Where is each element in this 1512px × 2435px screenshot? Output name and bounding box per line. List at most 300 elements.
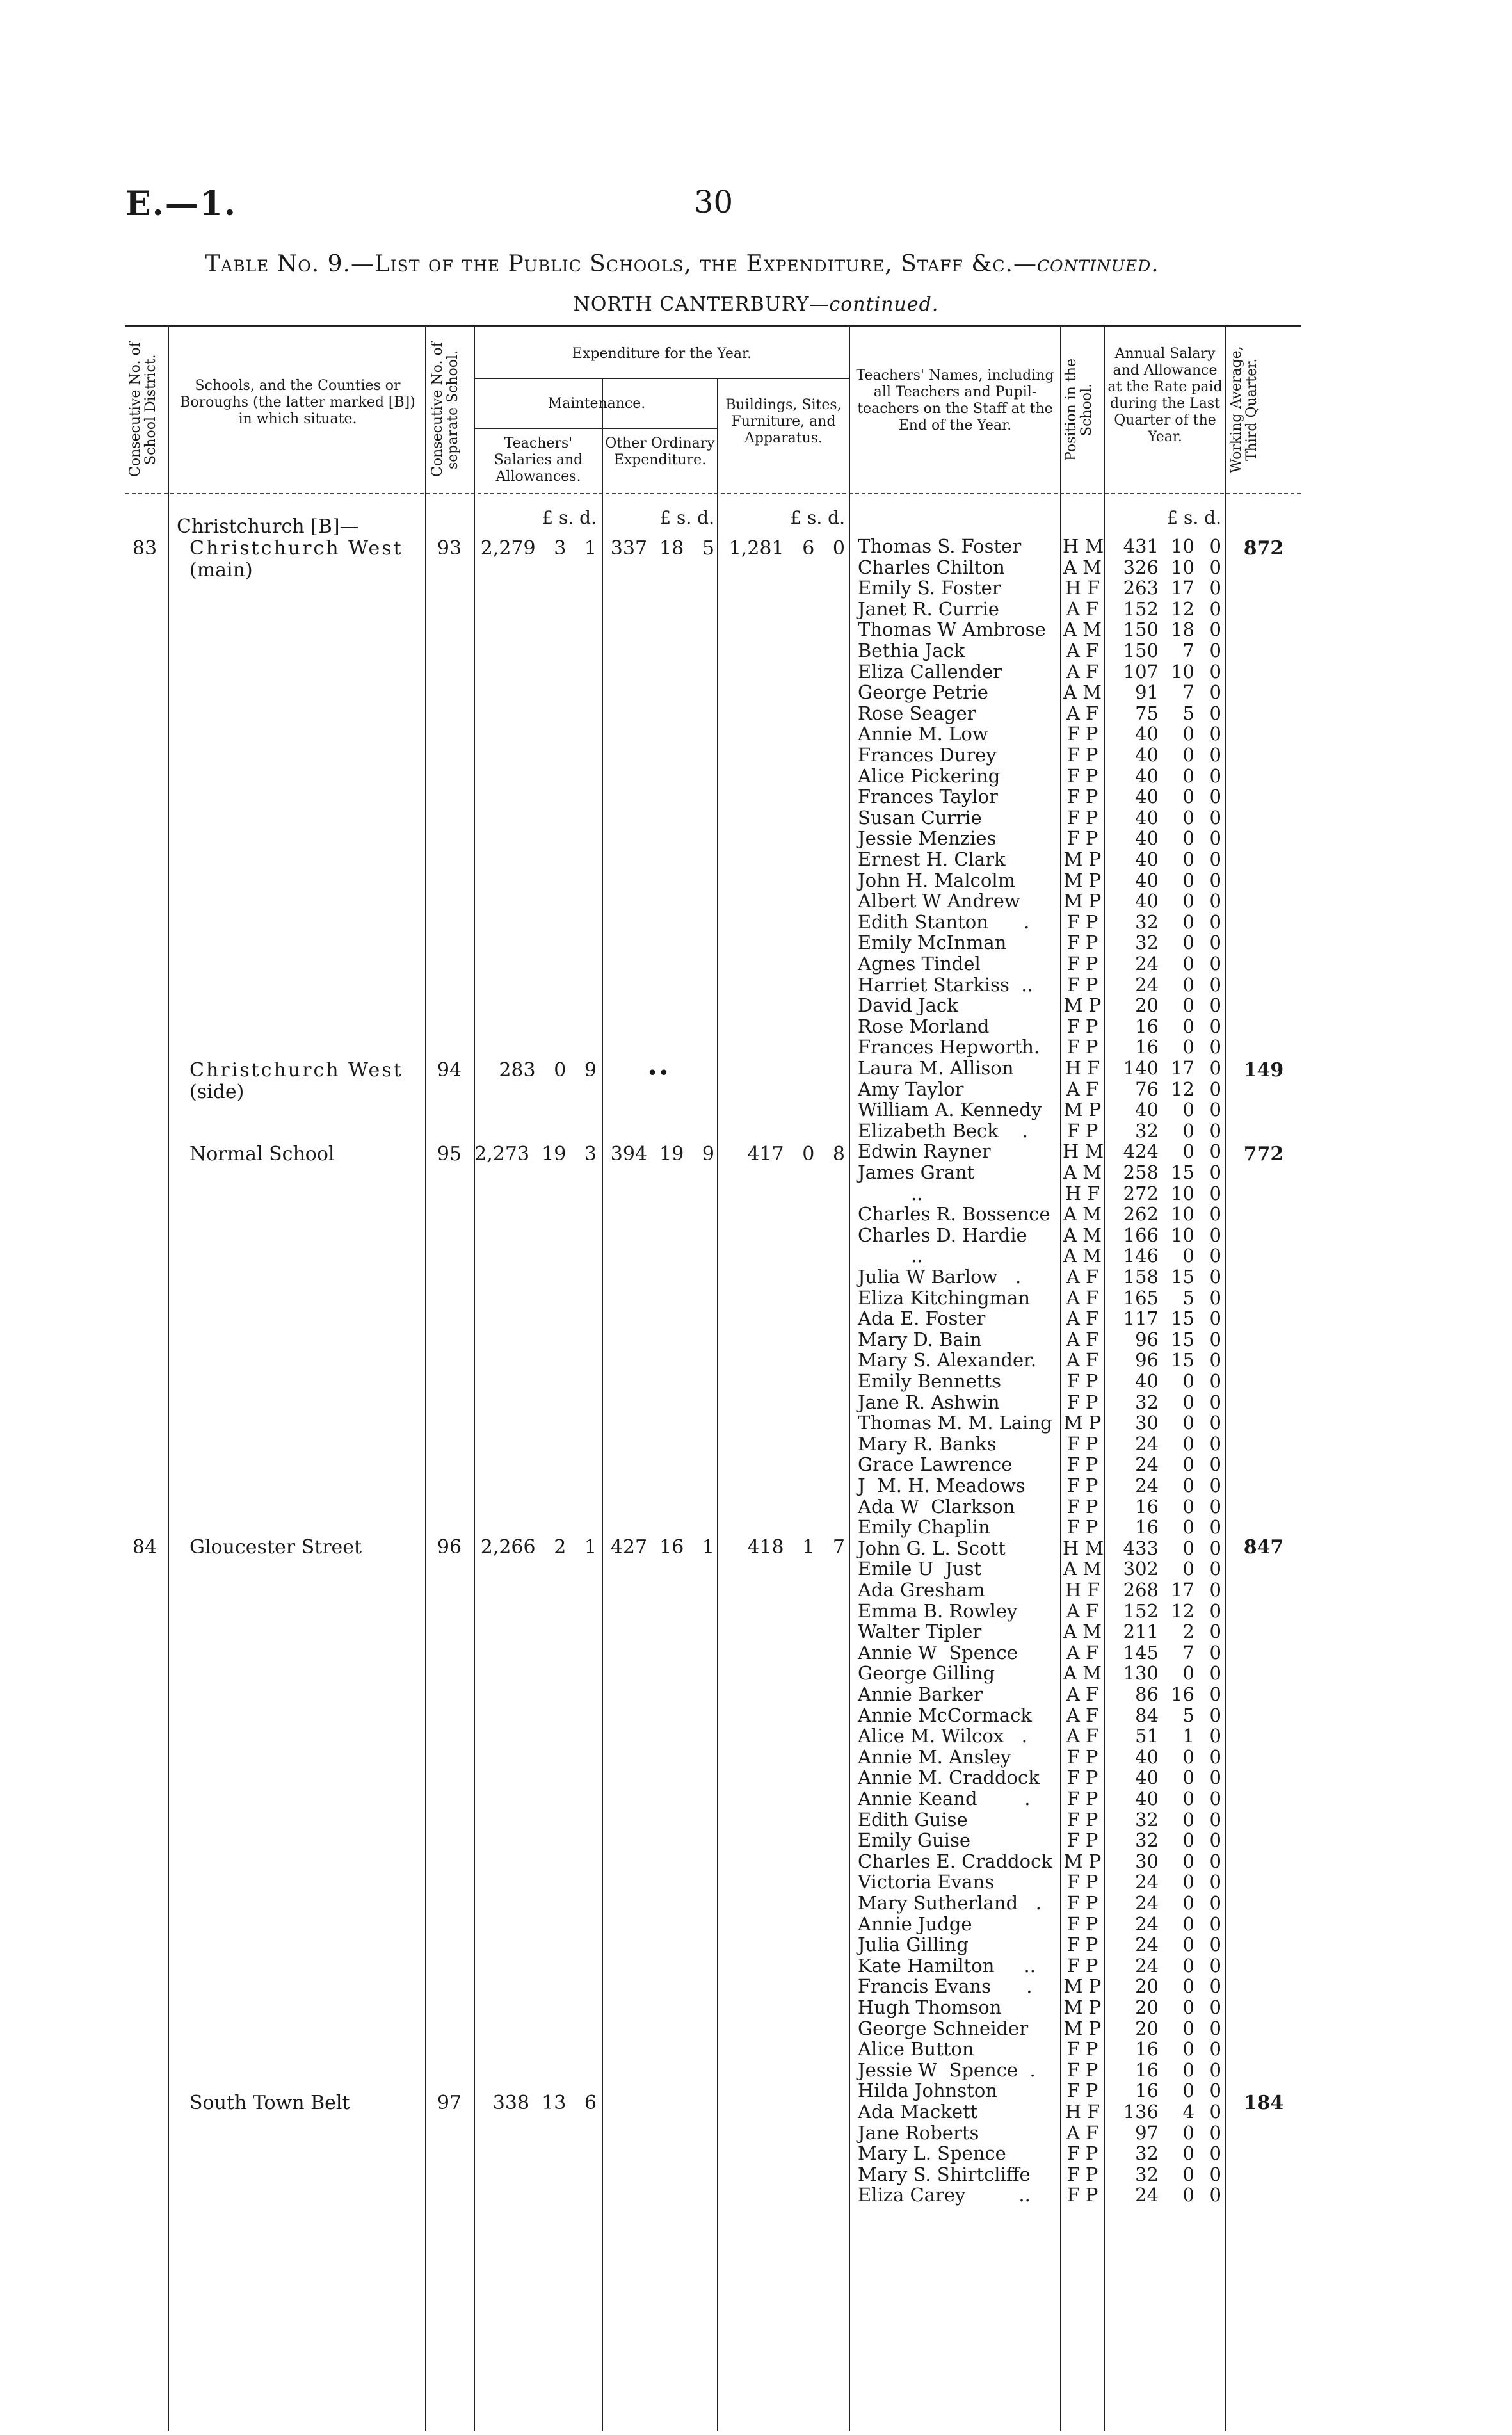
staff-row bbox=[0, 1851, 1512, 1872]
salary-pence: 0 bbox=[1209, 1745, 1221, 1768]
salary-shillings: 0 bbox=[1182, 1475, 1194, 1496]
staff-position: A F bbox=[1066, 1725, 1099, 1747]
salary-pounds: 24 bbox=[1135, 1954, 1159, 1977]
salary-pence: 0 bbox=[1209, 806, 1221, 829]
salary-pence: 0 bbox=[1209, 556, 1221, 578]
staff-row bbox=[0, 1517, 1512, 1538]
staff-position: F P bbox=[1066, 1015, 1098, 1037]
salary-pounds: 32 bbox=[1135, 910, 1159, 933]
staff-row bbox=[0, 1120, 1512, 1142]
staff-position: A M bbox=[1063, 1245, 1102, 1267]
school-salaries: 338 13 6 bbox=[492, 2092, 597, 2114]
staff-position: A M bbox=[1063, 1224, 1102, 1246]
staff-name: Emile U Just bbox=[858, 1558, 982, 1580]
staff-row bbox=[0, 1955, 1512, 1977]
staff-name: Agnes Tindel bbox=[858, 953, 981, 975]
staff-position: F P bbox=[1066, 1934, 1098, 1956]
salary-shillings: 0 bbox=[1182, 1391, 1194, 1413]
staff-row bbox=[0, 661, 1512, 683]
salary-shillings: 0 bbox=[1182, 1892, 1194, 1914]
school-buildings: 418 1 7 bbox=[747, 1536, 845, 1558]
staff-position: F P bbox=[1066, 1954, 1098, 1977]
school-other-expenditure: 337 18 5 bbox=[610, 537, 714, 560]
staff-position: H M bbox=[1063, 535, 1104, 557]
units-buildings: £ s. d. bbox=[790, 507, 845, 528]
staff-name: Mary S. Alexander. bbox=[858, 1349, 1037, 1371]
salary-shillings: 0 bbox=[1182, 1412, 1194, 1434]
staff-row bbox=[0, 975, 1512, 996]
salary-shillings: 5 bbox=[1182, 1704, 1194, 1726]
salary-pounds: 24 bbox=[1135, 1934, 1159, 1956]
salary-pounds: 16 bbox=[1135, 1495, 1159, 1517]
salary-pounds: 32 bbox=[1135, 1808, 1159, 1831]
salary-pence: 0 bbox=[1209, 1328, 1221, 1350]
staff-row bbox=[0, 2101, 1512, 2123]
school-area: Christchurch [B]— bbox=[177, 515, 359, 538]
salary-pounds: 40 bbox=[1135, 786, 1159, 808]
header-buildings: Buildings, Sites, Furniture, and Apparatus. bbox=[725, 397, 842, 446]
salary-shillings: 0 bbox=[1182, 1516, 1194, 1539]
salary-pounds: 165 bbox=[1123, 1286, 1159, 1309]
salary-pence: 0 bbox=[1209, 1767, 1221, 1789]
salary-pounds: 146 bbox=[1123, 1245, 1159, 1267]
staff-position: F P bbox=[1066, 723, 1098, 745]
staff-name: Charles D. Hardie bbox=[858, 1224, 1027, 1246]
school-buildings: 417 0 8 bbox=[747, 1143, 845, 1165]
staff-name: Frances Hepworth. bbox=[858, 1036, 1040, 1058]
salary-shillings: 15 bbox=[1171, 1349, 1194, 1371]
salary-pence: 0 bbox=[1209, 2038, 1221, 2060]
staff-row bbox=[0, 1914, 1512, 1935]
staff-row bbox=[0, 995, 1512, 1016]
staff-row bbox=[0, 599, 1512, 620]
header-expenditure: Expenditure for the Year. bbox=[572, 346, 752, 362]
salary-shillings: 0 bbox=[1182, 1036, 1194, 1058]
salary-pence: 0 bbox=[1209, 848, 1221, 870]
school-salaries: 2,273 19 3 bbox=[474, 1143, 597, 1165]
school-salaries: 283 0 9 bbox=[499, 1059, 597, 1081]
salary-pounds: 211 bbox=[1123, 1621, 1159, 1643]
staff-name: Mary R. Banks bbox=[858, 1432, 997, 1455]
salary-pounds: 263 bbox=[1123, 577, 1159, 599]
staff-position: F P bbox=[1066, 806, 1098, 829]
salary-pence: 0 bbox=[1209, 1621, 1221, 1643]
staff-name: Rose Seager bbox=[858, 702, 976, 724]
staff-row bbox=[0, 640, 1512, 661]
staff-row bbox=[0, 619, 1512, 640]
salary-shillings: 0 bbox=[1182, 1808, 1194, 1831]
salary-pence: 0 bbox=[1209, 1934, 1221, 1956]
staff-position: A F bbox=[1066, 1328, 1099, 1350]
salary-pounds: 40 bbox=[1135, 827, 1159, 850]
staff-name: Jane Roberts bbox=[858, 2121, 979, 2144]
district-name: NORTH CANTERBURY— bbox=[573, 293, 830, 316]
staff-row bbox=[0, 1058, 1512, 1079]
header-maintenance: Maintenance. bbox=[547, 396, 646, 412]
salary-shillings: 0 bbox=[1182, 2038, 1194, 2060]
salary-pence: 0 bbox=[1209, 827, 1221, 850]
salary-pounds: 16 bbox=[1135, 2080, 1159, 2102]
staff-position: M P bbox=[1063, 1850, 1102, 1872]
staff-row bbox=[0, 1204, 1512, 1225]
salary-pence: 0 bbox=[1209, 1579, 1221, 1601]
salary-shillings: 0 bbox=[1182, 723, 1194, 745]
salary-shillings: 0 bbox=[1182, 1913, 1194, 1935]
salary-pounds: 433 bbox=[1123, 1537, 1159, 1559]
staff-row bbox=[0, 1434, 1512, 1455]
salary-pence: 0 bbox=[1209, 1975, 1221, 1998]
staff-position: F P bbox=[1066, 1370, 1098, 1392]
salary-pence: 0 bbox=[1209, 1892, 1221, 1914]
salary-shillings: 10 bbox=[1171, 1224, 1194, 1246]
salary-shillings: 10 bbox=[1171, 660, 1194, 683]
staff-name: Hilda Johnston bbox=[858, 2080, 998, 2102]
staff-row bbox=[0, 932, 1512, 953]
school-working-average: 149 bbox=[1243, 1059, 1284, 1081]
salary-pounds: 32 bbox=[1135, 1119, 1159, 1142]
staff-name: Ada Gresham bbox=[858, 1579, 985, 1601]
school-no: 93 bbox=[437, 537, 462, 560]
salary-pounds: 24 bbox=[1135, 1475, 1159, 1496]
salary-pence: 0 bbox=[1209, 1245, 1221, 1267]
staff-position: F P bbox=[1066, 1495, 1098, 1517]
salary-shillings: 0 bbox=[1182, 1099, 1194, 1121]
staff-position: M P bbox=[1063, 848, 1102, 870]
salary-pounds: 32 bbox=[1135, 932, 1159, 954]
salary-pence: 0 bbox=[1209, 2017, 1221, 2039]
staff-position: M P bbox=[1063, 890, 1102, 912]
staff-position: M P bbox=[1063, 1996, 1102, 2018]
staff-row bbox=[0, 1663, 1512, 1684]
salary-pence: 0 bbox=[1209, 1036, 1221, 1058]
header-schools: Schools, and the Counties or Boroughs (the latter marked [B]) in which situate. bbox=[180, 378, 415, 427]
salary-shillings: 0 bbox=[1182, 910, 1194, 933]
salary-shillings: 1 bbox=[1182, 1725, 1194, 1747]
salary-pounds: 268 bbox=[1123, 1579, 1159, 1601]
salary-pence: 0 bbox=[1209, 1599, 1221, 1622]
staff-name: Charles E. Craddock bbox=[858, 1850, 1052, 1872]
salary-pounds: 40 bbox=[1135, 723, 1159, 745]
salary-pounds: 130 bbox=[1123, 1662, 1159, 1685]
salary-shillings: 0 bbox=[1182, 1745, 1194, 1768]
salary-pence: 0 bbox=[1209, 2163, 1221, 2185]
salary-pounds: 16 bbox=[1135, 2038, 1159, 2060]
staff-name: Emily Chaplin bbox=[858, 1516, 990, 1539]
header-other: Other Ordinary Expenditure. bbox=[605, 435, 715, 468]
salary-pounds: 32 bbox=[1135, 2163, 1159, 2185]
staff-position: M P bbox=[1063, 1975, 1102, 1998]
school-name: Normal School bbox=[189, 1143, 335, 1165]
staff-position: F P bbox=[1066, 1829, 1098, 1852]
staff-position: F P bbox=[1066, 2184, 1098, 2206]
staff-position: F P bbox=[1066, 1119, 1098, 1142]
staff-row bbox=[0, 745, 1512, 766]
staff-position: F P bbox=[1066, 953, 1098, 975]
salary-pounds: 20 bbox=[1135, 1996, 1159, 2018]
school-name-part: (main) bbox=[189, 559, 253, 581]
school-salaries: 2,279 3 1 bbox=[480, 537, 597, 560]
staff-row bbox=[0, 891, 1512, 912]
staff-name: Annie M. Ansley bbox=[858, 1745, 1011, 1768]
staff-name: Kate Hamilton .. bbox=[858, 1954, 1036, 1977]
salary-pounds: 30 bbox=[1135, 1850, 1159, 1872]
staff-name: Mary S. Shirtcliffe bbox=[858, 2163, 1031, 2185]
salary-shillings: 0 bbox=[1182, 1788, 1194, 1809]
staff-position: F P bbox=[1066, 1767, 1098, 1789]
staff-position: M P bbox=[1063, 869, 1102, 891]
staff-position: F P bbox=[1066, 1913, 1098, 1935]
staff-row bbox=[0, 1412, 1512, 1434]
salary-pence: 0 bbox=[1209, 932, 1221, 954]
salary-shillings: 10 bbox=[1171, 1182, 1194, 1204]
staff-name: Harriet Starkiss .. bbox=[858, 973, 1033, 996]
school-no: 96 bbox=[437, 1536, 462, 1558]
school-name: Gloucester Street bbox=[189, 1536, 362, 1558]
staff-position: A F bbox=[1066, 1349, 1099, 1371]
staff-name: Charles R. Bossence bbox=[858, 1203, 1050, 1226]
salary-pence: 0 bbox=[1209, 1370, 1221, 1392]
staff-name: John H. Malcolm bbox=[858, 869, 1016, 891]
staff-row bbox=[0, 1141, 1512, 1162]
salary-pence: 0 bbox=[1209, 1913, 1221, 1935]
salary-pounds: 24 bbox=[1135, 953, 1159, 975]
staff-row bbox=[0, 1747, 1512, 1768]
salary-pence: 0 bbox=[1209, 577, 1221, 599]
salary-shillings: 0 bbox=[1182, 2163, 1194, 2185]
salary-shillings: 10 bbox=[1171, 535, 1194, 557]
salary-pounds: 40 bbox=[1135, 869, 1159, 891]
salary-pence: 0 bbox=[1209, 973, 1221, 996]
staff-position: H M bbox=[1063, 1140, 1104, 1163]
salary-pounds: 150 bbox=[1123, 640, 1159, 661]
staff-row bbox=[0, 2039, 1512, 2060]
salary-pounds: 272 bbox=[1123, 1182, 1159, 1204]
staff-name: Mary L. Spence bbox=[858, 2142, 1006, 2165]
staff-position: F P bbox=[1066, 1453, 1098, 1476]
staff-name: Francis Evans . bbox=[858, 1975, 1033, 1998]
staff-row bbox=[0, 1329, 1512, 1350]
salary-shillings: 0 bbox=[1182, 869, 1194, 891]
staff-row bbox=[0, 870, 1512, 891]
salary-pounds: 24 bbox=[1135, 2184, 1159, 2206]
salary-pence: 0 bbox=[1209, 1391, 1221, 1413]
school-no: 97 bbox=[437, 2092, 462, 2114]
school-buildings: 1,281 6 0 bbox=[728, 537, 845, 560]
staff-position: A M bbox=[1063, 1621, 1102, 1643]
salary-pence: 0 bbox=[1209, 764, 1221, 787]
staff-row bbox=[0, 1767, 1512, 1788]
staff-row bbox=[0, 1371, 1512, 1392]
staff-row bbox=[0, 1288, 1512, 1309]
staff-name: Edith Guise bbox=[858, 1808, 968, 1831]
salary-shillings: 15 bbox=[1171, 1328, 1194, 1350]
salary-pounds: 75 bbox=[1135, 702, 1159, 724]
staff-name: Annie Judge bbox=[858, 1913, 972, 1935]
salary-pence: 0 bbox=[1209, 953, 1221, 975]
header-position: Position in the School. bbox=[1063, 359, 1095, 461]
salary-shillings: 0 bbox=[1182, 2184, 1194, 2206]
salary-pence: 0 bbox=[1209, 2059, 1221, 2081]
staff-row bbox=[0, 1392, 1512, 1413]
staff-name: Emily Guise bbox=[858, 1829, 970, 1852]
staff-position: M P bbox=[1063, 994, 1102, 1017]
staff-name: Annie Barker bbox=[858, 1683, 983, 1705]
staff-position: F P bbox=[1066, 744, 1098, 766]
salary-shillings: 12 bbox=[1171, 597, 1194, 620]
staff-name: Mary Sutherland . bbox=[858, 1892, 1042, 1914]
salary-shillings: 0 bbox=[1182, 1015, 1194, 1037]
staff-position: A M bbox=[1063, 1558, 1102, 1580]
salary-pence: 0 bbox=[1209, 1829, 1221, 1852]
salary-pence: 0 bbox=[1209, 723, 1221, 745]
staff-position: A F bbox=[1066, 1704, 1099, 1726]
salary-pounds: 40 bbox=[1135, 1370, 1159, 1392]
salary-pence: 0 bbox=[1209, 640, 1221, 661]
salary-pounds: 152 bbox=[1123, 597, 1159, 620]
staff-position: F P bbox=[1066, 786, 1098, 808]
school-name: Christchurch West bbox=[189, 537, 403, 560]
school-salaries: 2,266 2 1 bbox=[480, 1536, 597, 1558]
salary-pounds: 30 bbox=[1135, 1412, 1159, 1434]
salary-shillings: 0 bbox=[1182, 1453, 1194, 1476]
staff-name: William A. Kennedy bbox=[858, 1099, 1042, 1121]
school-name: South Town Belt bbox=[189, 2092, 350, 2114]
staff-row bbox=[0, 2018, 1512, 2039]
staff-row bbox=[0, 1976, 1512, 1997]
salary-pence: 0 bbox=[1209, 1954, 1221, 1977]
salary-pence: 0 bbox=[1209, 1432, 1221, 1455]
staff-position: F P bbox=[1066, 1391, 1098, 1413]
staff-name: Edith Stanton . bbox=[858, 910, 1030, 933]
staff-position: F P bbox=[1066, 1516, 1098, 1539]
staff-row bbox=[0, 2080, 1512, 2101]
salary-pence: 0 bbox=[1209, 1850, 1221, 1872]
salary-shillings: 17 bbox=[1171, 577, 1194, 599]
salary-pence: 0 bbox=[1209, 2101, 1221, 2123]
salary-shillings: 0 bbox=[1182, 890, 1194, 912]
staff-name: Jessie Menzies bbox=[858, 827, 997, 850]
salary-pounds: 40 bbox=[1135, 744, 1159, 766]
salary-pence: 0 bbox=[1209, 744, 1221, 766]
salary-pounds: 20 bbox=[1135, 1975, 1159, 1998]
salary-pence: 0 bbox=[1209, 994, 1221, 1017]
staff-position: F P bbox=[1066, 2080, 1098, 2102]
salary-pounds: 97 bbox=[1135, 2121, 1159, 2144]
staff-name: Julia Gilling bbox=[858, 1934, 969, 1956]
salary-pence: 0 bbox=[1209, 1412, 1221, 1434]
staff-position: A F bbox=[1066, 597, 1099, 620]
staff-name: Annie Keand . bbox=[858, 1788, 1031, 1809]
salary-shillings: 0 bbox=[1182, 1975, 1194, 1998]
salary-shillings: 0 bbox=[1182, 1495, 1194, 1517]
staff-position: F P bbox=[1066, 973, 1098, 996]
salary-shillings: 7 bbox=[1182, 640, 1194, 661]
salary-shillings: 0 bbox=[1182, 1537, 1194, 1559]
staff-name: .. bbox=[858, 1182, 923, 1204]
staff-row bbox=[0, 1308, 1512, 1329]
salary-shillings: 0 bbox=[1182, 848, 1194, 870]
salary-shillings: 0 bbox=[1182, 2080, 1194, 2102]
salary-pounds: 24 bbox=[1135, 1871, 1159, 1893]
staff-name: Emma B. Rowley bbox=[858, 1599, 1018, 1622]
salary-shillings: 17 bbox=[1171, 1057, 1194, 1079]
staff-name: Susan Currie bbox=[858, 806, 982, 829]
staff-row bbox=[0, 849, 1512, 870]
staff-position: F P bbox=[1066, 910, 1098, 933]
salary-pounds: 16 bbox=[1135, 2059, 1159, 2081]
salary-shillings: 0 bbox=[1182, 744, 1194, 766]
salary-pence: 0 bbox=[1209, 1015, 1221, 1037]
salary-shillings: 0 bbox=[1182, 1662, 1194, 1685]
staff-position: H M bbox=[1063, 1537, 1104, 1559]
salary-pence: 0 bbox=[1209, 1475, 1221, 1496]
salary-pence: 0 bbox=[1209, 1286, 1221, 1309]
staff-row bbox=[0, 1225, 1512, 1246]
staff-row bbox=[0, 1245, 1512, 1266]
school-no: 95 bbox=[437, 1143, 462, 1165]
salary-shillings: 0 bbox=[1182, 1140, 1194, 1163]
salary-pence: 0 bbox=[1209, 1099, 1221, 1121]
salary-pence: 0 bbox=[1209, 1057, 1221, 1079]
salary-pence: 0 bbox=[1209, 1871, 1221, 1893]
school-working-average: 184 bbox=[1243, 2092, 1284, 2114]
salary-shillings: 0 bbox=[1182, 1119, 1194, 1142]
staff-name: Alice Button bbox=[858, 2038, 974, 2060]
salary-shillings: 0 bbox=[1182, 1370, 1194, 1392]
salary-shillings: 16 bbox=[1171, 1683, 1194, 1705]
staff-row bbox=[0, 1705, 1512, 1726]
salary-shillings: 0 bbox=[1182, 994, 1194, 1017]
staff-name: Laura M. Allison bbox=[858, 1057, 1014, 1079]
staff-position: F P bbox=[1066, 764, 1098, 787]
salary-pounds: 32 bbox=[1135, 2142, 1159, 2165]
staff-row bbox=[0, 1809, 1512, 1831]
staff-position: F P bbox=[1066, 2038, 1098, 2060]
salary-pounds: 166 bbox=[1123, 1224, 1159, 1246]
salary-pence: 0 bbox=[1209, 869, 1221, 891]
staff-row bbox=[0, 1893, 1512, 1914]
salary-pounds: 16 bbox=[1135, 1516, 1159, 1539]
salary-shillings: 0 bbox=[1182, 1767, 1194, 1789]
staff-position: A M bbox=[1063, 1662, 1102, 1685]
units-salary: £ s. d. bbox=[1166, 507, 1221, 528]
salary-pence: 0 bbox=[1209, 1641, 1221, 1663]
salary-pounds: 96 bbox=[1135, 1349, 1159, 1371]
salary-shillings: 0 bbox=[1182, 2059, 1194, 2081]
staff-position: F P bbox=[1066, 1892, 1098, 1914]
staff-name: Thomas S. Foster bbox=[858, 535, 1022, 557]
salary-shillings: 10 bbox=[1171, 1203, 1194, 1226]
salary-pounds: 20 bbox=[1135, 2017, 1159, 2039]
salary-shillings: 15 bbox=[1171, 1307, 1194, 1330]
staff-position: A F bbox=[1066, 1683, 1099, 1705]
staff-name: Ada Mackett bbox=[858, 2101, 978, 2123]
staff-position: F P bbox=[1066, 1475, 1098, 1496]
salary-shillings: 0 bbox=[1182, 1934, 1194, 1956]
salary-pence: 0 bbox=[1209, 1996, 1221, 2018]
salary-pence: 0 bbox=[1209, 1161, 1221, 1183]
staff-name: Thomas W Ambrose bbox=[858, 619, 1046, 641]
staff-name: Victoria Evans bbox=[858, 1871, 995, 1893]
units-salaries: £ s. d. bbox=[542, 507, 597, 528]
staff-position: A M bbox=[1063, 556, 1102, 578]
school-working-average: 772 bbox=[1243, 1143, 1284, 1165]
staff-position: A F bbox=[1066, 1286, 1099, 1309]
staff-name: Albert W Andrew bbox=[858, 890, 1020, 912]
staff-row bbox=[0, 1079, 1512, 1100]
salary-shillings: 0 bbox=[1182, 932, 1194, 954]
salary-pence: 0 bbox=[1209, 890, 1221, 912]
